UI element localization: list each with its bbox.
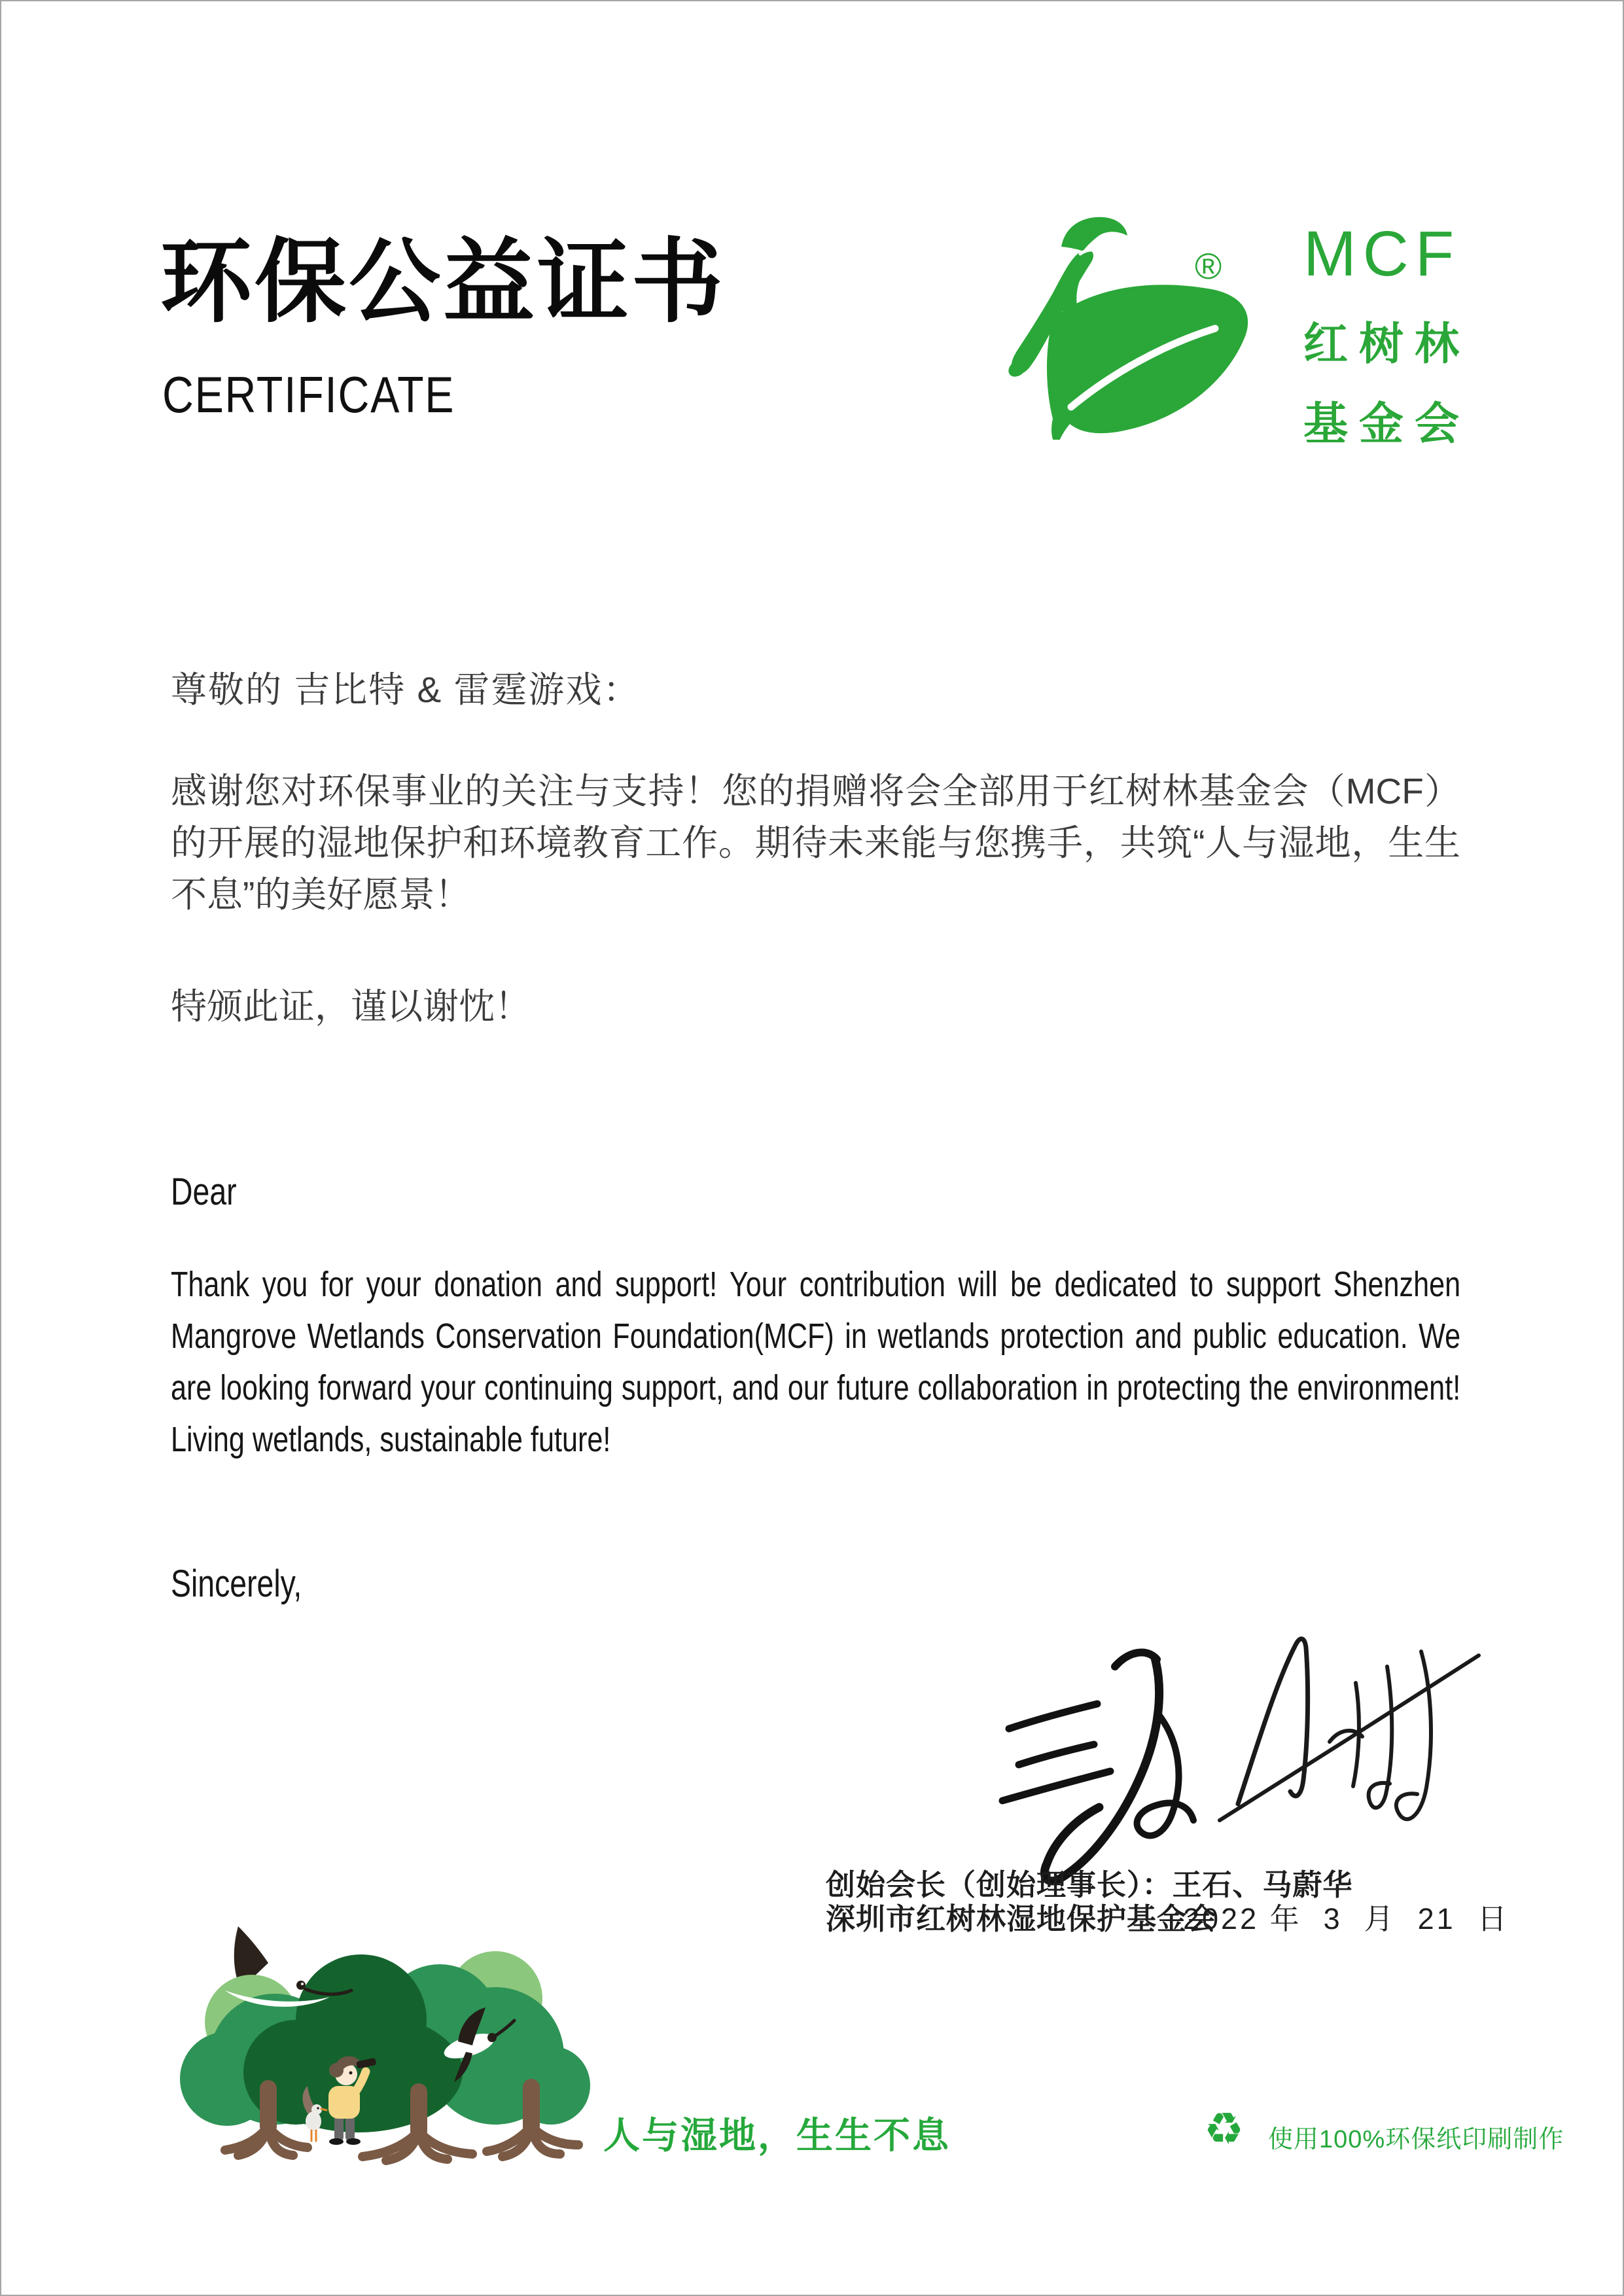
logo-org-name-line1: 红树林 — [1303, 319, 1471, 369]
logo-org-name-line2: 基金会 — [1303, 399, 1471, 449]
registered-trademark: ® — [1195, 245, 1222, 287]
footer-slogan: 人与湿地，生生不息 — [603, 2115, 951, 2156]
page-title: 环保公益证书 — [160, 230, 726, 333]
en-salutation: Dear — [171, 1171, 237, 1213]
founders-line: 创始会长（创始理事长）：王石、马蔚华 — [826, 1868, 1353, 1901]
signature-wang-shi — [1002, 1652, 1193, 1881]
en-closing: Sincerely, — [171, 1563, 302, 1605]
mangrove-trees-illustration — [165, 1925, 593, 2167]
logo-org-abbr: MCF — [1303, 218, 1461, 289]
organization-name: 深圳市红树林湿地保护基金会 — [826, 1902, 1218, 1935]
issue-date: 2022 年 3 月 21 日 — [1183, 1902, 1509, 1935]
recycle-icon: ♻ — [1204, 2104, 1244, 2154]
cn-body-paragraph: 感谢您对环保事业的关注与支持！您的捐赠将会全部用于红树林基金会（MCF）的开展的湿地保护和环境教育工作。期待未来能与您携手，共筑“人与湿地，生生不息”的美好愿景！ — [171, 771, 1460, 915]
en-body-paragraph: Thank you for your donation and support! Your contribution will be dedicated to support Shenzhen Mangrove Wetlands Conservation Foundation(MCF) in wetlands protection and public education. We are looking forward your continuing support, and our future collaboration in protecting the environment! Living wetlands, sustainable future! — [171, 1265, 1461, 1459]
page-subtitle: CERTIFICATE — [162, 366, 455, 423]
signature-ma-weihua — [1220, 1639, 1479, 1820]
recycle-note: 使用100%环保纸印刷制作 — [1268, 2126, 1564, 2153]
cn-closing: 特颁此证，谨以谢忱！ — [171, 986, 531, 1027]
founders-signatures — [963, 1604, 1513, 1892]
cn-salutation: 尊敬的 吉比特 & 雷霆游戏： — [171, 669, 641, 710]
